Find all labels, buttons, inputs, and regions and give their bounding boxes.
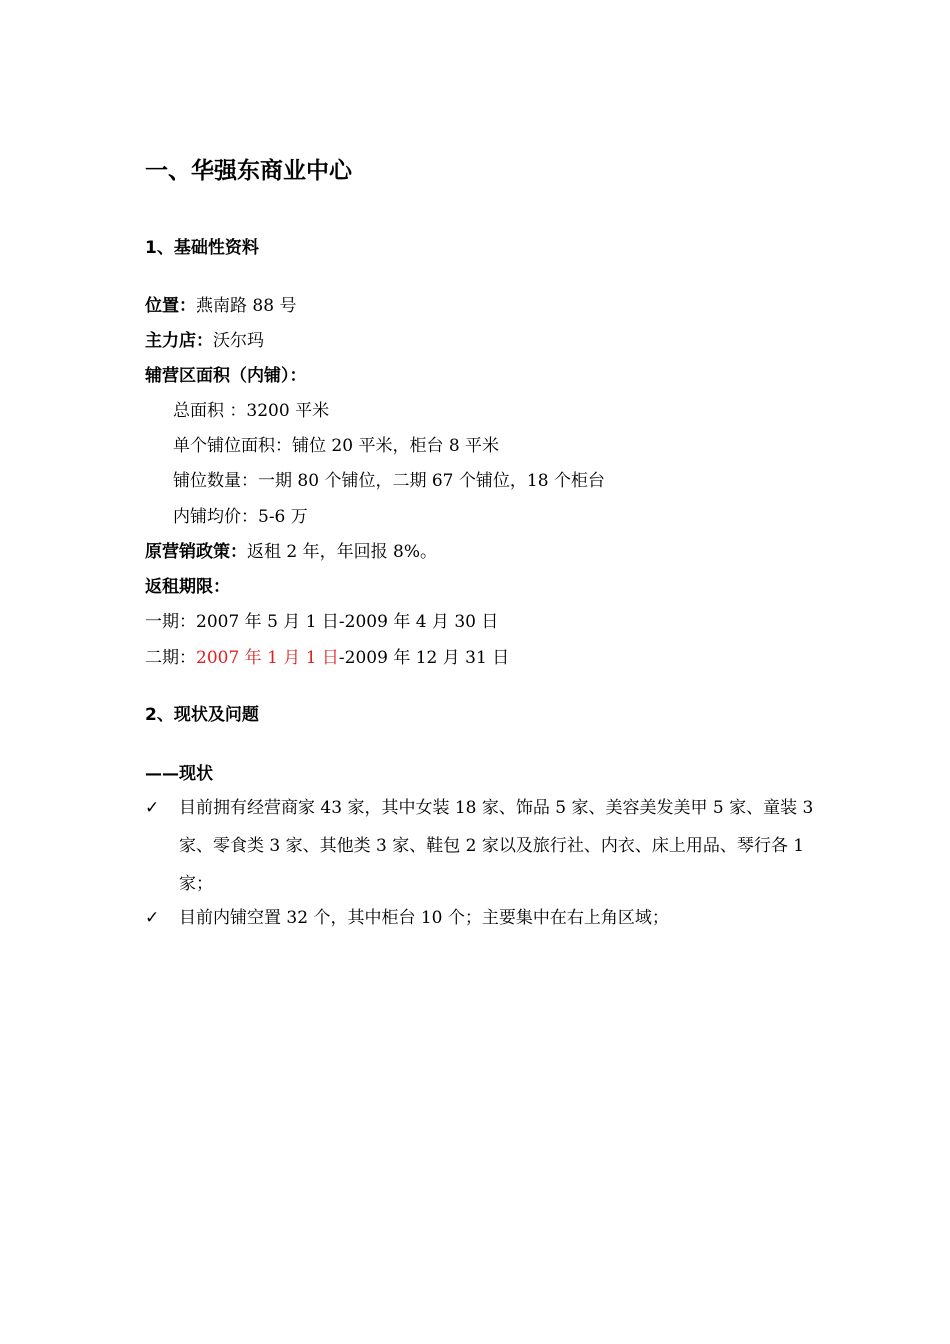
anchor-store-value: 沃尔玛 [213, 331, 264, 351]
phase1-period: 一期：2007 年 5 月 1 日-2009 年 4 月 30 日 [145, 612, 499, 632]
phase2-highlight-date: 2007 年 1 月 1 日 [196, 648, 339, 668]
policy-label: 原营销政策： [145, 542, 247, 562]
lease-period-label: 返租期限： [145, 577, 230, 597]
location-label: 位置： [145, 296, 196, 316]
area-label: 辅营区面积（内铺）： [145, 366, 307, 386]
anchor-store-label: 主力店： [145, 331, 213, 351]
policy-line [145, 541, 437, 563]
unit-area: 单个铺位面积：铺位 20 平米，柜台 8 平米 [173, 436, 500, 456]
check-icon: ✓ [145, 798, 160, 818]
anchor-store-line [145, 330, 264, 352]
location-line [145, 295, 296, 317]
bullet-merchants: 目前拥有经营商家 43 家，其中女装 18 家、饰品 5 家、美容美发美甲 5 家、童装 3 家、零食类 3 家、其他类 3 家、鞋包 2 家以及旅行社、内衣、床上用品、琴行各 1 家； [179, 798, 814, 894]
section2-heading: 2、现状及问题 [145, 705, 259, 725]
phase2-period [145, 647, 509, 669]
check-icon: ✓ [145, 908, 160, 928]
location-value: 燕南路 88 号 [196, 296, 297, 316]
policy-value: 返租 2 年，年回报 8%。 [247, 542, 437, 562]
document-title: 一、华强东商业中心 [145, 158, 352, 184]
phase2-rest: -2009 年 12 月 31 日 [338, 648, 510, 668]
status-subheading: ——现状 [145, 764, 213, 784]
average-price: 内铺均价：5-6 万 [173, 507, 308, 527]
bullet-vacancy: 目前内铺空置 32 个，其中柜台 10 个；主要集中在右上角区域； [179, 908, 669, 928]
total-area: 总面积 ：3200 平米 [173, 401, 330, 421]
phase2-prefix: 二期： [145, 648, 196, 668]
unit-count: 铺位数量：一期 80 个铺位，二期 67 个铺位，18 个柜台 [173, 471, 605, 491]
section1-heading: 1、基础性资料 [145, 238, 259, 258]
